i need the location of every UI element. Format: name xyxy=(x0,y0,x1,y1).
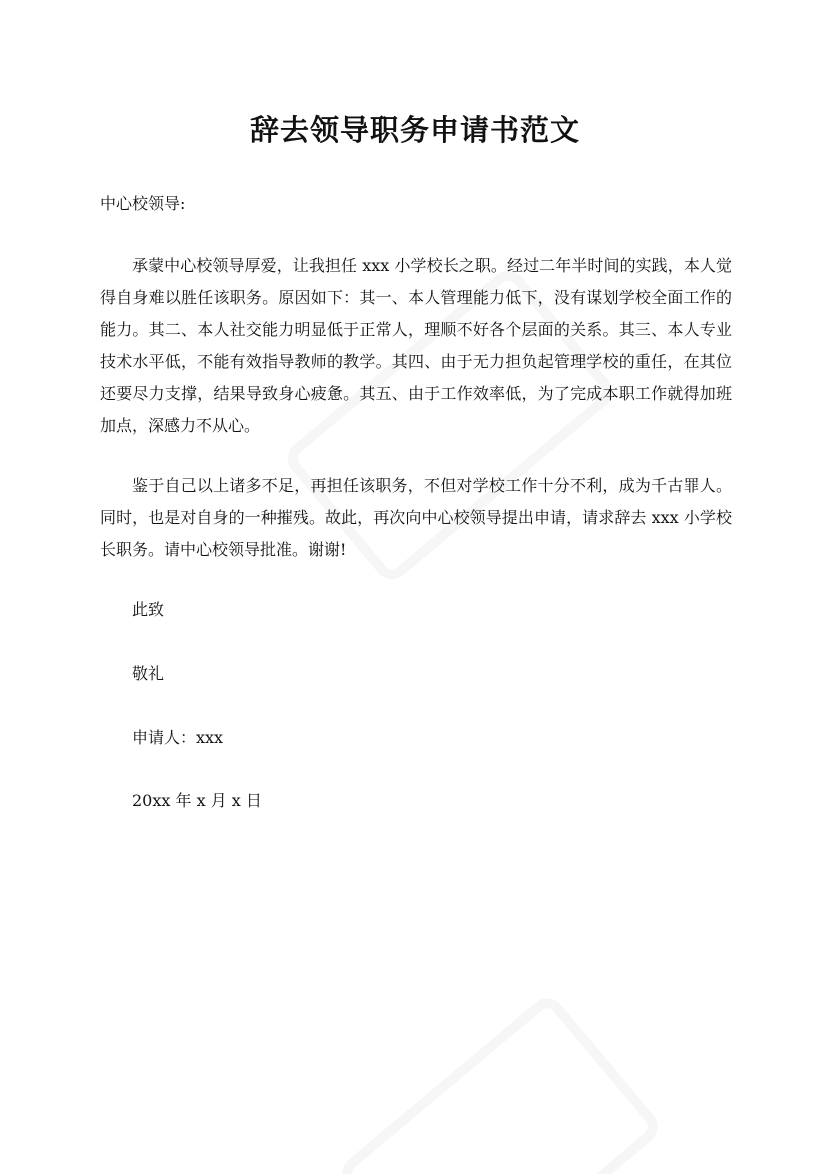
body-paragraph: 鉴于自己以上诸多不足，再担任该职务，不但对学校工作十分不利，成为千古罪人。同时，也是对自身的一种摧残。故此，再次向中心校领导提出申请，请求辞去 xxx 小学校长职务。请中心校领导批准。谢谢! xyxy=(100,476,732,559)
applicant-line: 申请人：xxx xyxy=(132,728,224,747)
watermark xyxy=(335,991,665,1174)
body-paragraph: 承蒙中心校领导厚爱，让我担任 xxx 小学校长之职。经过二年半时间的实践，本人觉得自身难以胜任该职务。原因如下：其一、本人管理能力低下，没有谋划学校全面工作的能力。其二、本人社交能力明显低于正常人，理顺不好各个层面的关系。其三、本人专业技术水平低，不能有效指导教师的教学。其四、由于无力担负起管理学校的重任，在其位还要尽力支撑，结果导致身心疲惫。其五、由于工作效率低，为了完成本职工作就得加班加点，深感力不从心。 xyxy=(100,256,732,435)
salutation: 中心校领导: xyxy=(100,194,186,213)
date-line: 20xx 年 x 月 x 日 xyxy=(132,791,262,810)
regards-line: 敬礼 xyxy=(132,664,165,683)
document-title: 辞去领导职务申请书范文 xyxy=(249,113,580,147)
closing-line: 此致 xyxy=(132,600,165,619)
